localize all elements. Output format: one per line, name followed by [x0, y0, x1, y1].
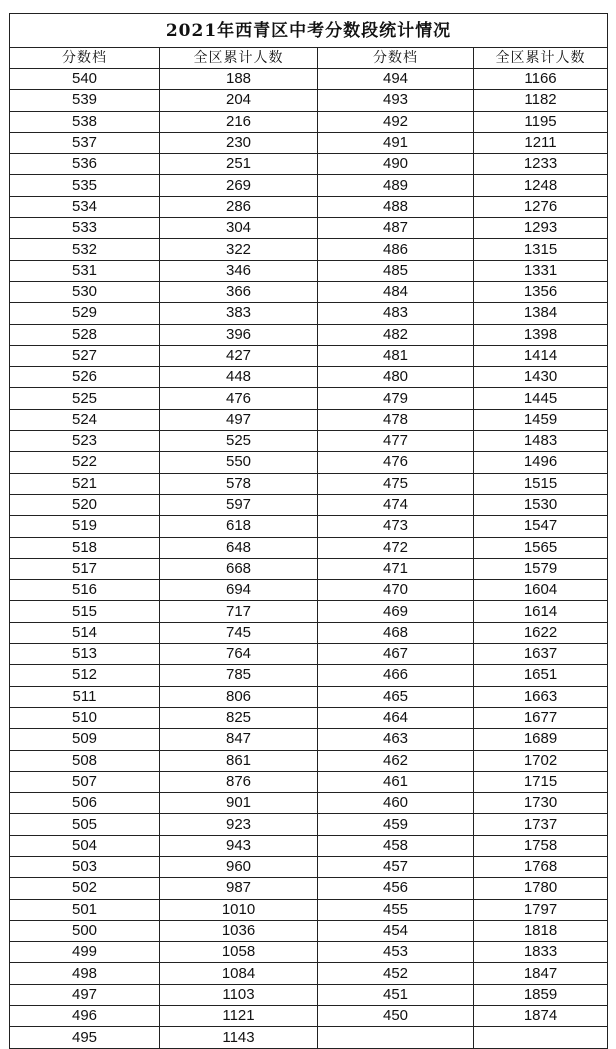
cell-score-right: 477 [318, 431, 474, 452]
cell-count-right: 1874 [474, 1006, 608, 1027]
cell-count-right: 1614 [474, 601, 608, 622]
cell-score-left: 539 [10, 90, 160, 111]
cell-count-left: 304 [160, 218, 318, 239]
cell-score-left: 511 [10, 686, 160, 707]
cell-count-left: 987 [160, 878, 318, 899]
table-row [10, 1027, 608, 1048]
table-row [10, 1006, 608, 1027]
cell-score-left: 519 [10, 516, 160, 537]
table-row [10, 856, 608, 877]
cell-score-left: 526 [10, 367, 160, 388]
cell-score-right: 463 [318, 729, 474, 750]
cell-score-right: 467 [318, 644, 474, 665]
cell-score-right: 489 [318, 175, 474, 196]
cell-score-left: 495 [10, 1027, 160, 1048]
cell-count-right: 1797 [474, 899, 608, 920]
cell-score-right: 464 [318, 707, 474, 728]
cell-score-left: 525 [10, 388, 160, 409]
cell-count-right: 1637 [474, 644, 608, 665]
cell-count-right: 1768 [474, 856, 608, 877]
cell-count-right: 1730 [474, 793, 608, 814]
cell-count-left: 448 [160, 367, 318, 388]
cell-score-right: 475 [318, 473, 474, 494]
table-row [10, 452, 608, 473]
table-row [10, 111, 608, 132]
cell-score-right: 480 [318, 367, 474, 388]
cell-score-right: 470 [318, 580, 474, 601]
table-row [10, 707, 608, 728]
cell-count-left: 269 [160, 175, 318, 196]
cell-count-right: 1166 [474, 69, 608, 90]
cell-count-left: 188 [160, 69, 318, 90]
cell-score-right: 492 [318, 111, 474, 132]
cell-count-left: 383 [160, 303, 318, 324]
table-row [10, 218, 608, 239]
cell-count-right: 1663 [474, 686, 608, 707]
cell-score-left: 513 [10, 644, 160, 665]
cell-count-left: 960 [160, 856, 318, 877]
cell-count-right: 1702 [474, 750, 608, 771]
cell-score-left: 517 [10, 558, 160, 579]
cell-count-right: 1859 [474, 984, 608, 1005]
cell-count-right: 1565 [474, 537, 608, 558]
table-row [10, 473, 608, 494]
cell-score-right: 473 [318, 516, 474, 537]
cell-score-left: 496 [10, 1006, 160, 1027]
cell-score-left: 535 [10, 175, 160, 196]
table-row [10, 281, 608, 302]
table-title: 2021年西青区中考分数段统计情况 [10, 14, 608, 48]
cell-count-right: 1689 [474, 729, 608, 750]
cell-count-left: 322 [160, 239, 318, 260]
cell-score-left: 538 [10, 111, 160, 132]
cell-count-right: 1530 [474, 494, 608, 515]
cell-count-left: 427 [160, 345, 318, 366]
cell-score-left: 534 [10, 196, 160, 217]
header-score-left: 分数档 [10, 48, 160, 69]
cell-count-left: 648 [160, 537, 318, 558]
cell-count-left: 597 [160, 494, 318, 515]
cell-count-left: 1010 [160, 899, 318, 920]
cell-count-right: 1677 [474, 707, 608, 728]
cell-count-right: 1459 [474, 409, 608, 430]
cell-score-right: 468 [318, 622, 474, 643]
table-row [10, 367, 608, 388]
cell-score-left: 540 [10, 69, 160, 90]
table-row [10, 494, 608, 515]
table-row [10, 729, 608, 750]
cell-score-right: 482 [318, 324, 474, 345]
cell-count-right: 1195 [474, 111, 608, 132]
cell-score-right: 493 [318, 90, 474, 111]
cell-count-left: 923 [160, 814, 318, 835]
cell-score-left: 524 [10, 409, 160, 430]
cell-count-left: 668 [160, 558, 318, 579]
cell-score-left: 515 [10, 601, 160, 622]
cell-count-left: 943 [160, 835, 318, 856]
cell-score-right [318, 1027, 474, 1048]
table-row [10, 580, 608, 601]
cell-score-right: 494 [318, 69, 474, 90]
cell-count-right: 1414 [474, 345, 608, 366]
cell-count-left: 396 [160, 324, 318, 345]
cell-score-left: 521 [10, 473, 160, 494]
cell-count-left: 806 [160, 686, 318, 707]
cell-count-left: 525 [160, 431, 318, 452]
cell-count-right: 1758 [474, 835, 608, 856]
cell-count-right: 1780 [474, 878, 608, 899]
cell-count-left: 785 [160, 665, 318, 686]
score-table-sheet [9, 13, 607, 1049]
cell-score-left: 533 [10, 218, 160, 239]
cell-count-left: 578 [160, 473, 318, 494]
cell-score-left: 503 [10, 856, 160, 877]
cell-score-right: 484 [318, 281, 474, 302]
cell-count-left: 1143 [160, 1027, 318, 1048]
header-count-right: 全区累计人数 [474, 48, 608, 69]
cell-score-right: 452 [318, 963, 474, 984]
table-row [10, 835, 608, 856]
table-row [10, 622, 608, 643]
table-row [10, 90, 608, 111]
table-row [10, 537, 608, 558]
cell-count-left: 1036 [160, 920, 318, 941]
cell-count-left: 346 [160, 260, 318, 281]
cell-count-left: 847 [160, 729, 318, 750]
cell-count-left: 230 [160, 132, 318, 153]
table-row [10, 984, 608, 1005]
cell-score-left: 499 [10, 942, 160, 963]
cell-count-right: 1715 [474, 771, 608, 792]
cell-score-right: 469 [318, 601, 474, 622]
table-body [10, 69, 608, 1049]
table-row [10, 920, 608, 941]
cell-score-left: 498 [10, 963, 160, 984]
cell-score-right: 459 [318, 814, 474, 835]
cell-score-left: 518 [10, 537, 160, 558]
cell-count-right: 1233 [474, 154, 608, 175]
cell-score-left: 509 [10, 729, 160, 750]
table-row [10, 793, 608, 814]
cell-score-right: 471 [318, 558, 474, 579]
cell-score-left: 500 [10, 920, 160, 941]
cell-count-right: 1547 [474, 516, 608, 537]
cell-count-left: 876 [160, 771, 318, 792]
cell-count-right: 1398 [474, 324, 608, 345]
cell-score-left: 497 [10, 984, 160, 1005]
table-row [10, 942, 608, 963]
cell-score-right: 479 [318, 388, 474, 409]
cell-score-left: 537 [10, 132, 160, 153]
cell-score-right: 451 [318, 984, 474, 1005]
table-row [10, 239, 608, 260]
cell-score-left: 528 [10, 324, 160, 345]
cell-score-right: 485 [318, 260, 474, 281]
cell-count-right: 1293 [474, 218, 608, 239]
cell-count-right: 1651 [474, 665, 608, 686]
cell-count-right: 1483 [474, 431, 608, 452]
cell-count-right: 1579 [474, 558, 608, 579]
cell-score-right: 476 [318, 452, 474, 473]
cell-score-right: 488 [318, 196, 474, 217]
cell-count-right: 1818 [474, 920, 608, 941]
cell-score-right: 453 [318, 942, 474, 963]
cell-score-right: 465 [318, 686, 474, 707]
table-row [10, 516, 608, 537]
cell-count-right: 1356 [474, 281, 608, 302]
cell-score-right: 461 [318, 771, 474, 792]
cell-count-left: 550 [160, 452, 318, 473]
cell-count-right: 1445 [474, 388, 608, 409]
cell-score-left: 520 [10, 494, 160, 515]
cell-count-right: 1833 [474, 942, 608, 963]
cell-score-right: 478 [318, 409, 474, 430]
table-row [10, 388, 608, 409]
cell-score-right: 486 [318, 239, 474, 260]
cell-count-right: 1331 [474, 260, 608, 281]
table-row [10, 771, 608, 792]
cell-score-left: 508 [10, 750, 160, 771]
cell-count-left: 497 [160, 409, 318, 430]
cell-count-right: 1384 [474, 303, 608, 324]
cell-score-right: 460 [318, 793, 474, 814]
cell-count-left: 901 [160, 793, 318, 814]
table-row [10, 175, 608, 196]
cell-score-left: 506 [10, 793, 160, 814]
cell-score-right: 491 [318, 132, 474, 153]
cell-score-left: 512 [10, 665, 160, 686]
cell-count-right: 1515 [474, 473, 608, 494]
cell-count-right: 1211 [474, 132, 608, 153]
table-row [10, 814, 608, 835]
table-row [10, 154, 608, 175]
cell-score-left: 514 [10, 622, 160, 643]
cell-score-right: 490 [318, 154, 474, 175]
cell-score-right: 454 [318, 920, 474, 941]
cell-score-right: 474 [318, 494, 474, 515]
table-row [10, 196, 608, 217]
table-row [10, 686, 608, 707]
cell-count-left: 204 [160, 90, 318, 111]
cell-score-left: 522 [10, 452, 160, 473]
table-row [10, 345, 608, 366]
table-row [10, 750, 608, 771]
cell-count-right: 1182 [474, 90, 608, 111]
cell-count-right: 1315 [474, 239, 608, 260]
cell-score-left: 532 [10, 239, 160, 260]
cell-count-right: 1430 [474, 367, 608, 388]
cell-count-left: 476 [160, 388, 318, 409]
cell-score-left: 530 [10, 281, 160, 302]
table-row [10, 963, 608, 984]
cell-count-left: 861 [160, 750, 318, 771]
header-count-left: 全区累计人数 [160, 48, 318, 69]
cell-count-right: 1496 [474, 452, 608, 473]
cell-score-right: 458 [318, 835, 474, 856]
cell-count-left: 1103 [160, 984, 318, 1005]
score-distribution-table [9, 13, 608, 1049]
table-row [10, 665, 608, 686]
header-score-right: 分数档 [318, 48, 474, 69]
table-row [10, 878, 608, 899]
table-row [10, 303, 608, 324]
cell-score-right: 457 [318, 856, 474, 877]
table-row [10, 899, 608, 920]
cell-count-left: 717 [160, 601, 318, 622]
cell-score-right: 487 [318, 218, 474, 239]
cell-count-left: 1121 [160, 1006, 318, 1027]
cell-score-right: 483 [318, 303, 474, 324]
cell-score-left: 523 [10, 431, 160, 452]
cell-score-left: 504 [10, 835, 160, 856]
cell-count-left: 286 [160, 196, 318, 217]
table-row [10, 409, 608, 430]
table-row [10, 431, 608, 452]
cell-score-right: 455 [318, 899, 474, 920]
cell-score-right: 472 [318, 537, 474, 558]
cell-count-left: 764 [160, 644, 318, 665]
cell-count-right: 1248 [474, 175, 608, 196]
cell-count-left: 251 [160, 154, 318, 175]
cell-count-left: 216 [160, 111, 318, 132]
header-row [10, 48, 608, 69]
cell-count-right: 1604 [474, 580, 608, 601]
cell-count-right [474, 1027, 608, 1048]
cell-score-left: 531 [10, 260, 160, 281]
cell-count-right: 1737 [474, 814, 608, 835]
cell-count-left: 618 [160, 516, 318, 537]
title-row [10, 14, 608, 48]
cell-score-left: 529 [10, 303, 160, 324]
table-row [10, 324, 608, 345]
cell-score-left: 536 [10, 154, 160, 175]
table-row [10, 601, 608, 622]
cell-count-right: 1622 [474, 622, 608, 643]
cell-count-left: 366 [160, 281, 318, 302]
cell-score-left: 507 [10, 771, 160, 792]
cell-count-left: 1058 [160, 942, 318, 963]
cell-score-left: 527 [10, 345, 160, 366]
table-row [10, 132, 608, 153]
cell-score-left: 505 [10, 814, 160, 835]
cell-count-left: 745 [160, 622, 318, 643]
cell-score-right: 466 [318, 665, 474, 686]
cell-score-right: 456 [318, 878, 474, 899]
table-row [10, 644, 608, 665]
cell-score-left: 502 [10, 878, 160, 899]
cell-score-left: 510 [10, 707, 160, 728]
cell-count-left: 694 [160, 580, 318, 601]
table-row [10, 558, 608, 579]
table-row [10, 69, 608, 90]
cell-count-right: 1847 [474, 963, 608, 984]
table-row [10, 260, 608, 281]
cell-count-right: 1276 [474, 196, 608, 217]
cell-count-left: 825 [160, 707, 318, 728]
cell-score-right: 450 [318, 1006, 474, 1027]
cell-score-right: 481 [318, 345, 474, 366]
cell-count-left: 1084 [160, 963, 318, 984]
cell-score-left: 501 [10, 899, 160, 920]
cell-score-right: 462 [318, 750, 474, 771]
cell-score-left: 516 [10, 580, 160, 601]
